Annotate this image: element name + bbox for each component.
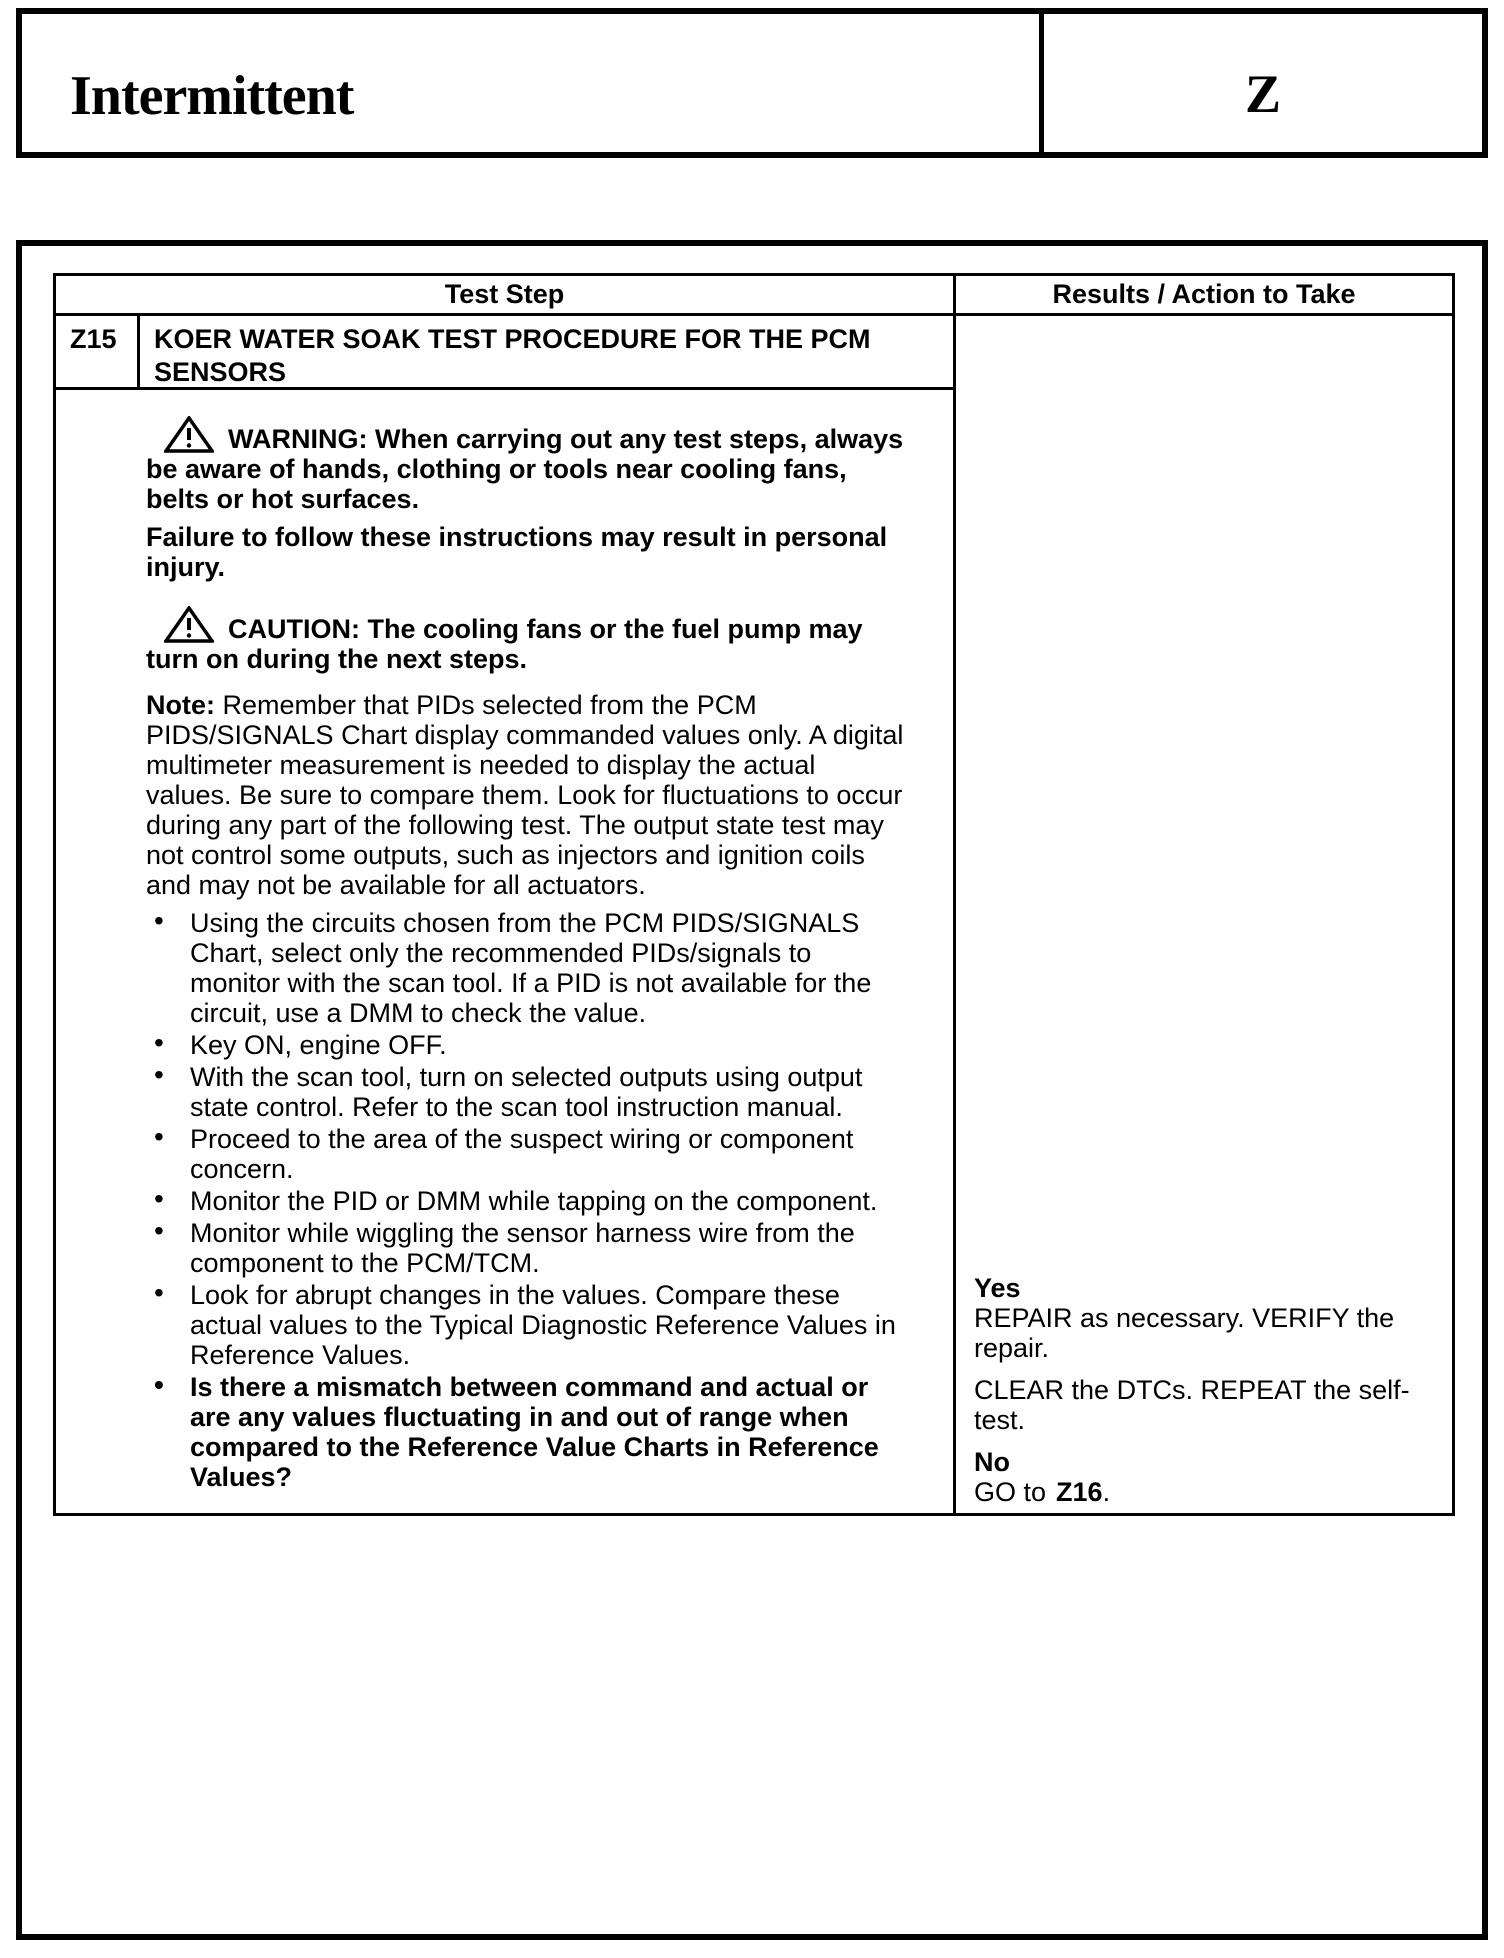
note-paragraph	[146, 690, 908, 900]
step-title-cell: KOER WATER SOAK TEST PROCEDURE FOR THE PCM SENSORS	[140, 316, 953, 390]
note-text: Remember that PIDs selected from the PCM PIDS/SIGNALS Chart display commanded values only. A digital multimeter measurement is needed to display the actual values. Be sure to compare them. Look for fluctuations to occur during any part of the following test. The output state test may not control some outputs, such as injectors and ignition coils and may not be available for all actuators.	[146, 690, 904, 900]
list-item: • With the scan tool, turn on selected outputs using output state control. Refer to the scan tool instruction manual.	[146, 1062, 908, 1122]
warning-followup-paragraph: Failure to follow these instructions may result in personal injury.	[146, 522, 888, 582]
yes-label: Yes	[974, 1273, 1021, 1303]
yes-action: REPAIR as necessary. VERIFY the repair.	[974, 1303, 1395, 1363]
no-label: No	[974, 1447, 1010, 1477]
warning-triangle-icon	[164, 416, 214, 454]
page-title: Intermittent	[70, 65, 354, 127]
no-action	[974, 1477, 1444, 1507]
page-header	[16, 8, 1488, 158]
column-header-results: Results / Action to Take	[953, 276, 1452, 316]
list-item: • Proceed to the area of the suspect wiring or component concern.	[146, 1124, 908, 1184]
no-action-suffix: .	[1102, 1477, 1111, 1507]
list-item: • Look for abrupt changes in the values. Compare these actual values to the Typical Diagnostic Reference Values in Reference Values.	[146, 1280, 908, 1370]
note-label: Note:	[146, 690, 215, 720]
test-step-table	[53, 273, 1455, 1516]
page-header-right-cell	[1044, 14, 1482, 152]
yes-action: CLEAR the DTCs. REPEAT the self-test.	[974, 1375, 1410, 1435]
results-cell	[953, 316, 1452, 1513]
caution-paragraph	[146, 606, 908, 674]
list-item: • Monitor the PID or DMM while tapping on the component.	[146, 1186, 908, 1216]
content-frame	[16, 240, 1488, 1940]
question-list-item: • Is there a mismatch between command and actual or are any values fluctuating in and out of range when compared to the Reference Value Charts in Reference Values?	[146, 1372, 908, 1492]
no-action-prefix: GO to	[974, 1477, 1047, 1507]
list-item: • Monitor while wiggling the sensor harness wire from the component to the PCM/TCM.	[146, 1218, 908, 1278]
caution-text: CAUTION: The cooling fans or the fuel pump may turn on during the next steps.	[146, 614, 863, 674]
page-header-left-cell	[22, 14, 1044, 152]
caution-triangle-icon	[164, 606, 214, 644]
list-item: • Key ON, engine OFF.	[146, 1030, 908, 1060]
warning-paragraph	[146, 416, 908, 514]
step-id-cell: Z15	[56, 316, 140, 390]
no-action-step-ref: Z16	[1056, 1477, 1103, 1507]
warning-text: WARNING: When carrying out any test steps, always be aware of hands, clothing or tools near cooling fans, belts or hot surfaces.	[146, 424, 904, 514]
procedure-bullet-list	[146, 908, 908, 1492]
list-item: • Using the circuits chosen from the PCM PIDS/SIGNALS Chart, select only the recommended PIDs/signals to monitor with the scan tool. If a PID is not available for the circuit, use a DMM to check the value.	[146, 908, 908, 1028]
column-header-test-step: Test Step	[56, 276, 953, 316]
section-letter: Z	[1244, 64, 1282, 124]
test-step-body	[56, 390, 953, 1513]
